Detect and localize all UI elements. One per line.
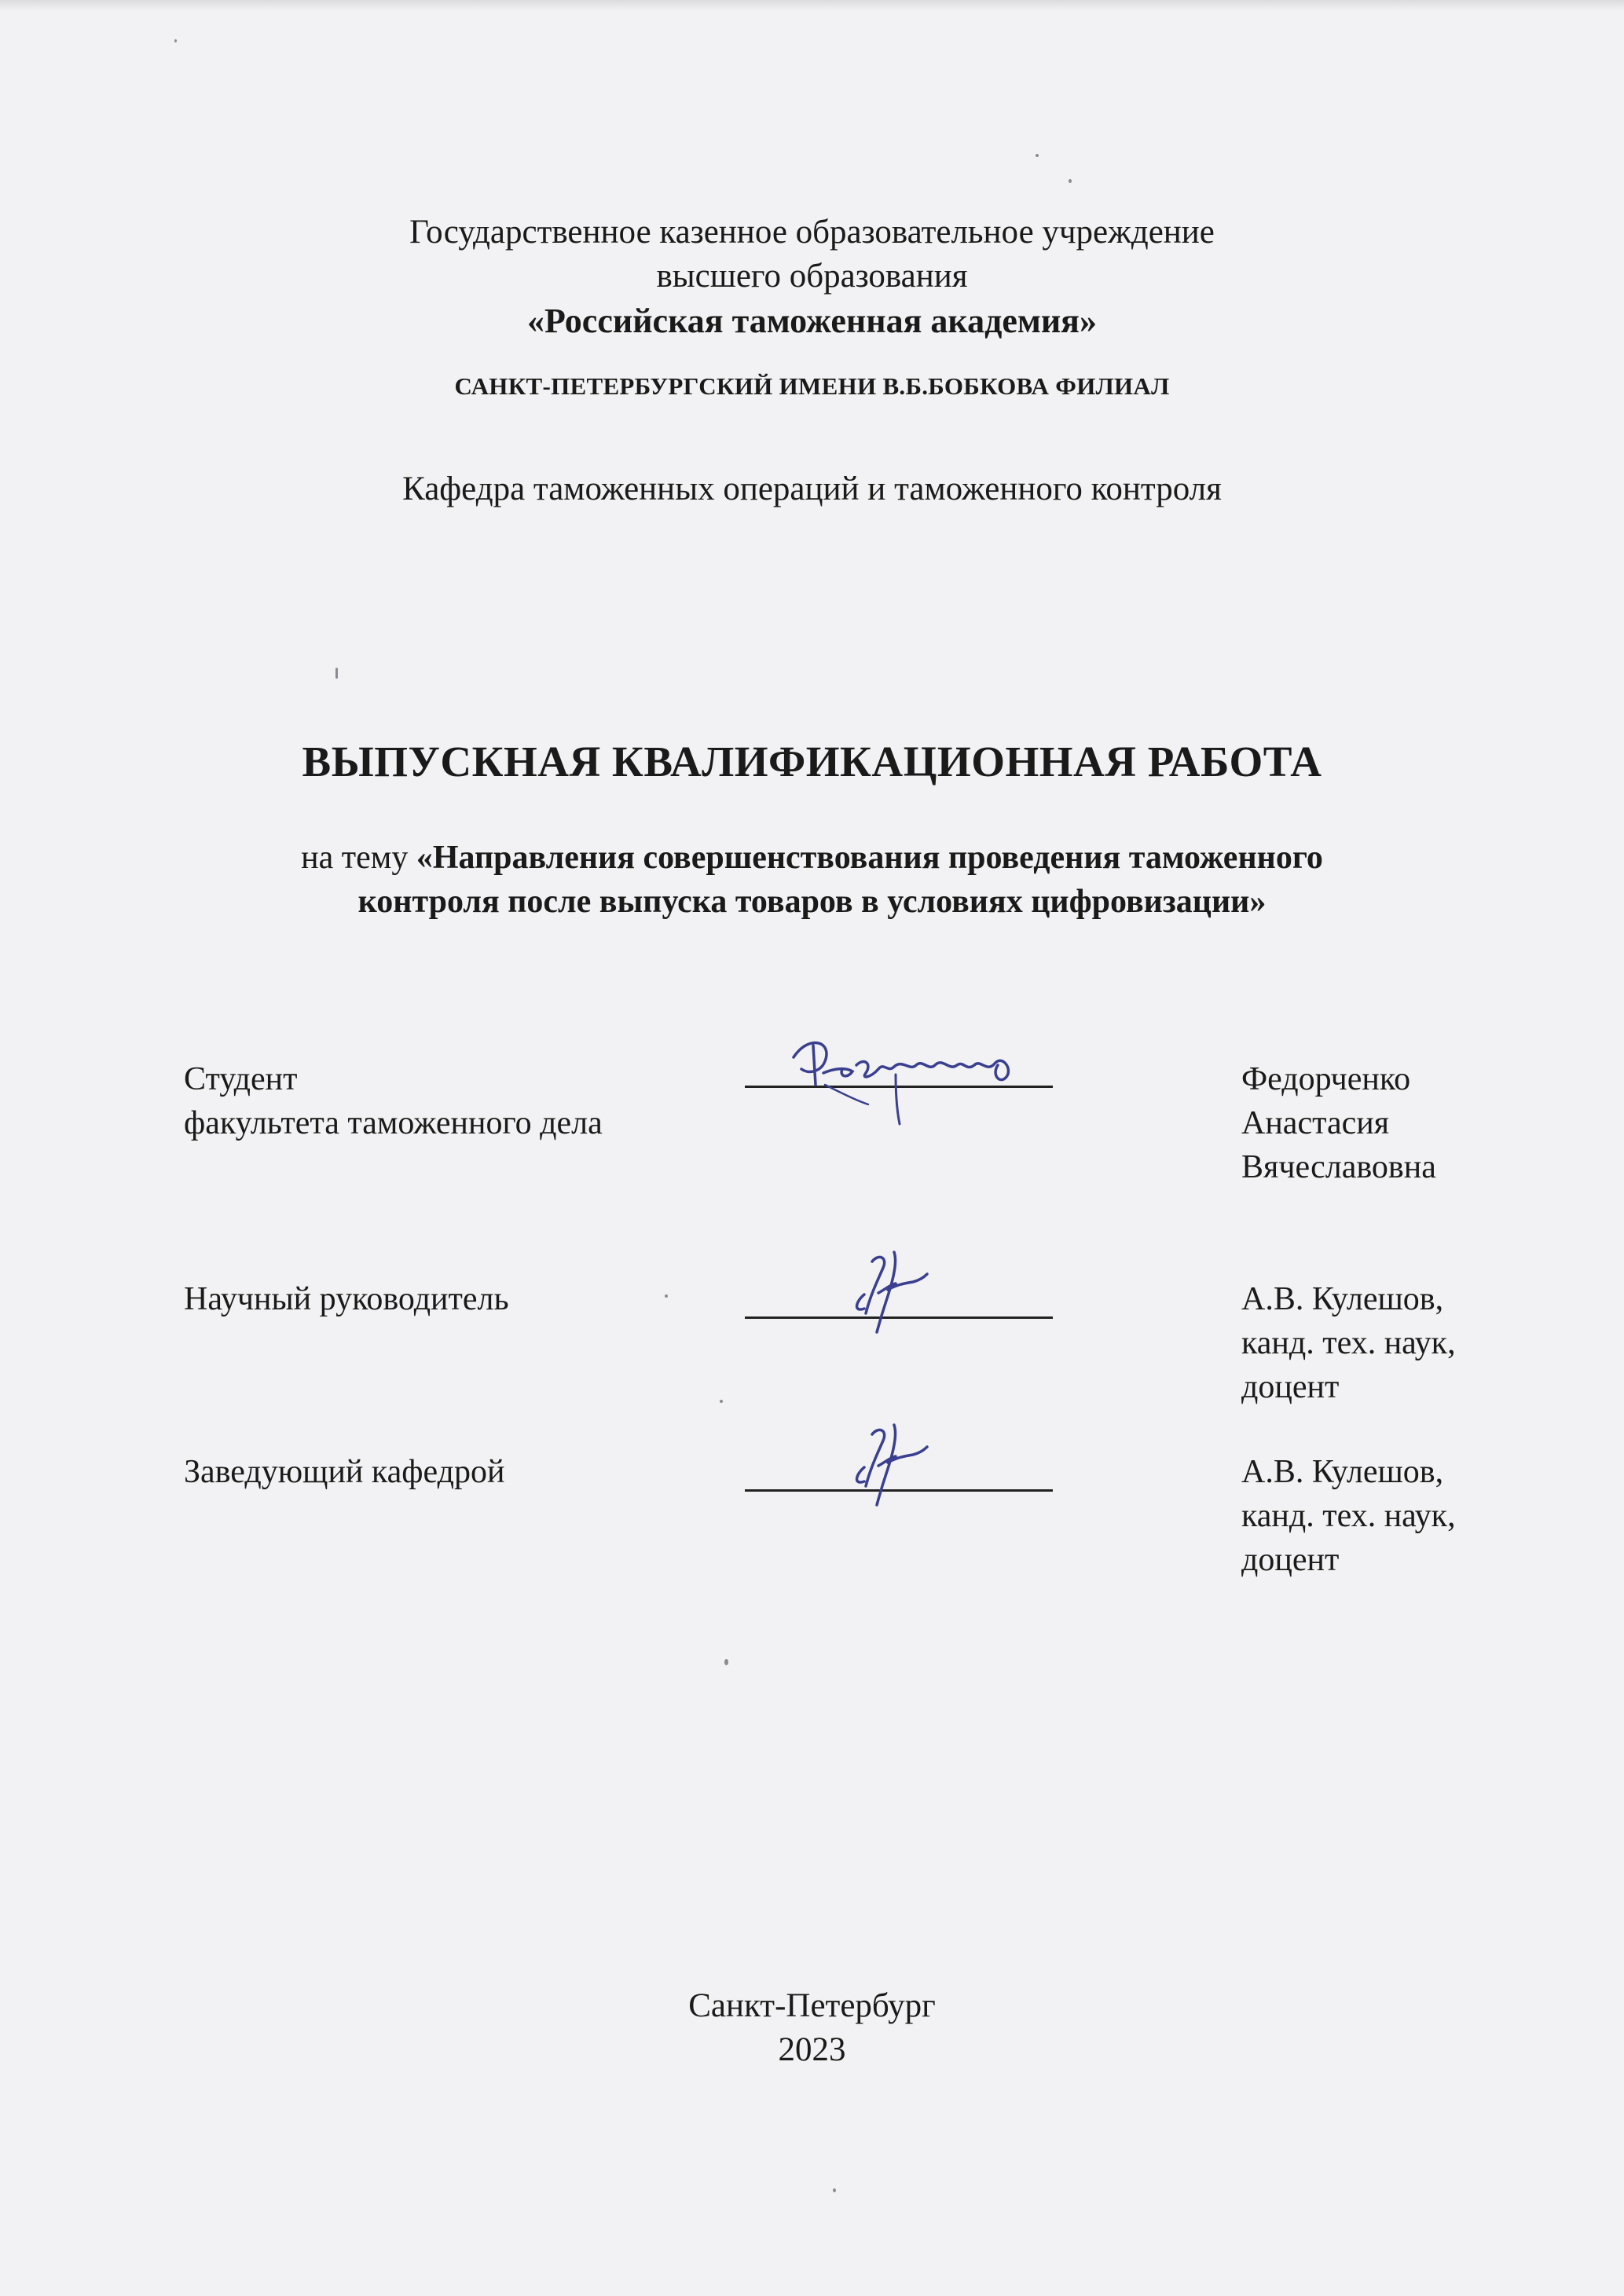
supervisor-signature-icon	[778, 1246, 1045, 1348]
topic-line-1	[0, 836, 1624, 880]
role-label	[184, 1057, 603, 1145]
role-line-1: Научный руководитель	[184, 1281, 509, 1317]
topic-block	[0, 836, 1624, 924]
topic-line-2	[0, 880, 1624, 924]
person-name	[1241, 1057, 1436, 1189]
scan-speck	[833, 2188, 836, 2192]
person-line-1: А.В. Кулешов,	[1241, 1454, 1444, 1490]
person-name	[1241, 1277, 1456, 1409]
person-line-2: канд. тех. наук,	[1241, 1325, 1456, 1361]
role-line-1: Заведующий кафедрой	[184, 1454, 505, 1490]
person-line-2: Анастасия	[1241, 1105, 1390, 1141]
person-line-2: канд. тех. наук,	[1241, 1498, 1456, 1534]
scan-speck	[335, 668, 338, 679]
person-line-3: Вячеславовна	[1241, 1149, 1436, 1185]
work-title: ВЫПУСКНАЯ КВАЛИФИКАЦИОННАЯ РАБОТА	[302, 738, 1322, 785]
role-label	[184, 1277, 509, 1321]
academy-name: «Российская таможенная академия»	[527, 302, 1097, 340]
city: Санкт-Петербург	[688, 1987, 936, 2024]
scan-speck	[174, 39, 177, 42]
person-name	[1241, 1450, 1456, 1582]
role-line-1: Студент	[184, 1061, 298, 1097]
scan-top-edge	[0, 0, 1624, 11]
work-title-block	[0, 737, 1624, 786]
scan-speck	[1036, 154, 1039, 157]
scan-speck	[1069, 179, 1072, 183]
signature-row-student	[0, 1057, 1624, 1214]
person-line-1: Федорченко	[1241, 1061, 1411, 1097]
head-signature-icon	[778, 1419, 1045, 1521]
person-line-1: А.В. Кулешов,	[1241, 1281, 1444, 1317]
department-block	[0, 470, 1624, 508]
role-label	[184, 1450, 504, 1494]
student-signature-icon	[778, 1026, 1045, 1128]
institution-header	[0, 211, 1624, 344]
topic-prefix: на тему	[301, 840, 416, 876]
person-line-3: доцент	[1241, 1542, 1340, 1578]
person-line-3: доцент	[1241, 1369, 1340, 1405]
year: 2023	[778, 2031, 846, 2068]
footer-block	[0, 1984, 1624, 2072]
institution-line-1: Государственное казенное образовательное учреждение	[409, 214, 1215, 251]
branch-block	[0, 372, 1624, 401]
topic-title-part-1: «Направления совершенствования проведения таможенного	[416, 840, 1323, 876]
topic-title-part-2: контроля после выпуска товаров в условиях цифровизации»	[357, 884, 1267, 920]
signature-row-head	[0, 1450, 1624, 1607]
institution-line-2: высшего образования	[656, 258, 968, 295]
role-line-2: факультета таможенного дела	[184, 1105, 603, 1141]
scan-speck	[724, 1659, 728, 1665]
department-name: Кафедра таможенных операций и таможенного контроля	[402, 471, 1222, 507]
signature-row-supervisor	[0, 1277, 1624, 1434]
branch-name: САНКТ-ПЕТЕРБУРГСКИЙ ИМЕНИ В.Б.БОБКОВА ФИЛИАЛ	[454, 372, 1170, 400]
